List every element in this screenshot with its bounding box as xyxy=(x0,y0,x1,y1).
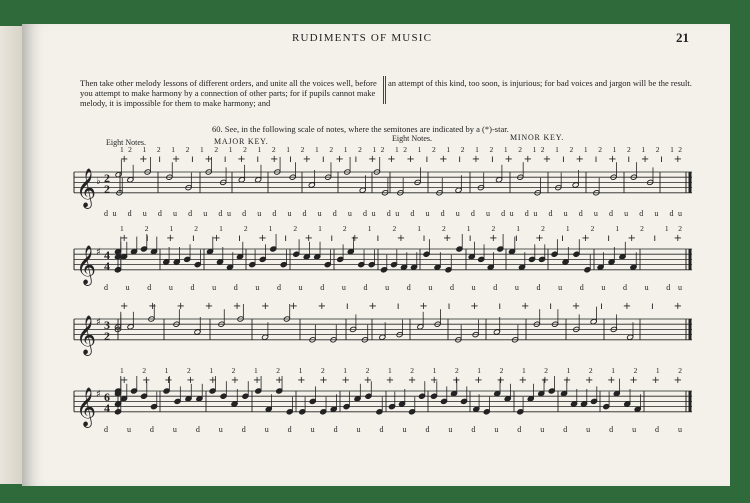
intro-paragraph-left: Then take other melody lessons of different orders, and unite all the voices well, before you attempt to make harmony by a connection of other parts; for if pupils cannot make melody, it is impossible for them to make harmony; and xyxy=(80,78,377,108)
music-system-2 xyxy=(74,224,692,292)
beat-marks: + ı + ı + ı + ı + ı + ı + ı + ı + ı + ı + ı + ı + xyxy=(120,233,683,244)
solmization-syllables: d u d u d u d u d u d u d u d u d u d u d u d u d u xyxy=(104,425,683,434)
beat-counts: 12 1 2 1 2 1 2 1 2 1 2 1 2 1 2 1 2 12 12 1 2 1 2 1 2 1 2 12 1 2 1 2 1 2 1 2 12 xyxy=(120,145,682,154)
time-signature-bottom: 4 xyxy=(104,401,110,415)
section-note-60: 60. See, in the following scale of notes, where the semitones are indicated by a (*)-star. xyxy=(212,124,509,134)
treble-clef-icon: 𝄞 xyxy=(76,314,97,355)
music-system-3 xyxy=(74,301,692,356)
major-key-label: MAJOR KEY. xyxy=(214,137,269,146)
solmization-syllables: d u d u d u d u d u d u d u d u d u d u d u d u d u du xyxy=(104,283,682,292)
running-head: RUDIMENTS OF MUSIC xyxy=(292,32,433,44)
sharp-icon: ♯ xyxy=(96,317,101,328)
eight-notes-label-right: Eight Notes. xyxy=(392,134,432,143)
beat-marks: + + ı + ı + ı + ı + ı + ı + ı + + + ı + ı + ı + + + ı + ı + ı + ı + xyxy=(120,154,682,165)
minor-key-label: MINOR KEY. xyxy=(510,133,565,142)
time-signature-top: 4 xyxy=(104,248,110,262)
eight-notes-label-left: Eight Notes. xyxy=(106,138,146,147)
time-signature-top: 6 xyxy=(104,390,110,404)
treble-clef-icon: 𝄞 xyxy=(76,167,97,208)
beat-marks: + + + + + + + + + + + + + + + + + + + + + + + + + + xyxy=(120,375,683,386)
time-signature-top: 3 xyxy=(104,318,110,332)
time-signature-top: 2 xyxy=(104,171,110,185)
time-signature-bottom: 2 xyxy=(104,329,110,343)
intro-paragraph-right: an attempt of this kind, too soon, is injurious; for bad voices and jargon will be the result. xyxy=(388,78,692,88)
music-system-1 xyxy=(74,145,692,218)
treble-clef-icon: 𝄞 xyxy=(76,244,97,285)
time-signature-bottom: 4 xyxy=(104,259,110,273)
beat-counts: 1 2 1 2 1 2 1 2 1 2 1 2 1 2 1 2 1 2 1 2 1 2 1 2 1 2 xyxy=(120,366,683,375)
sharp-icon: ♯ xyxy=(96,389,101,400)
music-system-4 xyxy=(74,366,692,434)
page-number: 21 xyxy=(676,30,689,45)
time-signature-bottom: 2 xyxy=(104,182,110,196)
treble-clef-icon: 𝄞 xyxy=(76,386,97,427)
flat-icon: ♭ xyxy=(96,176,101,187)
beat-counts: 1 2 1 2 1 2 1 2 1 2 1 2 1 2 1 2 1 2 1 2 1 2 12 xyxy=(120,224,683,233)
sharp-icon: ♯ xyxy=(96,247,101,258)
beat-marks: + + + + + + + + ı + ı + ı + ı + ı + ı + ı + xyxy=(120,301,682,312)
solmization-syllables: du d u d u d u du d u d u d u d u du du d u d u d u du du d u d u d u d u du xyxy=(104,209,682,218)
